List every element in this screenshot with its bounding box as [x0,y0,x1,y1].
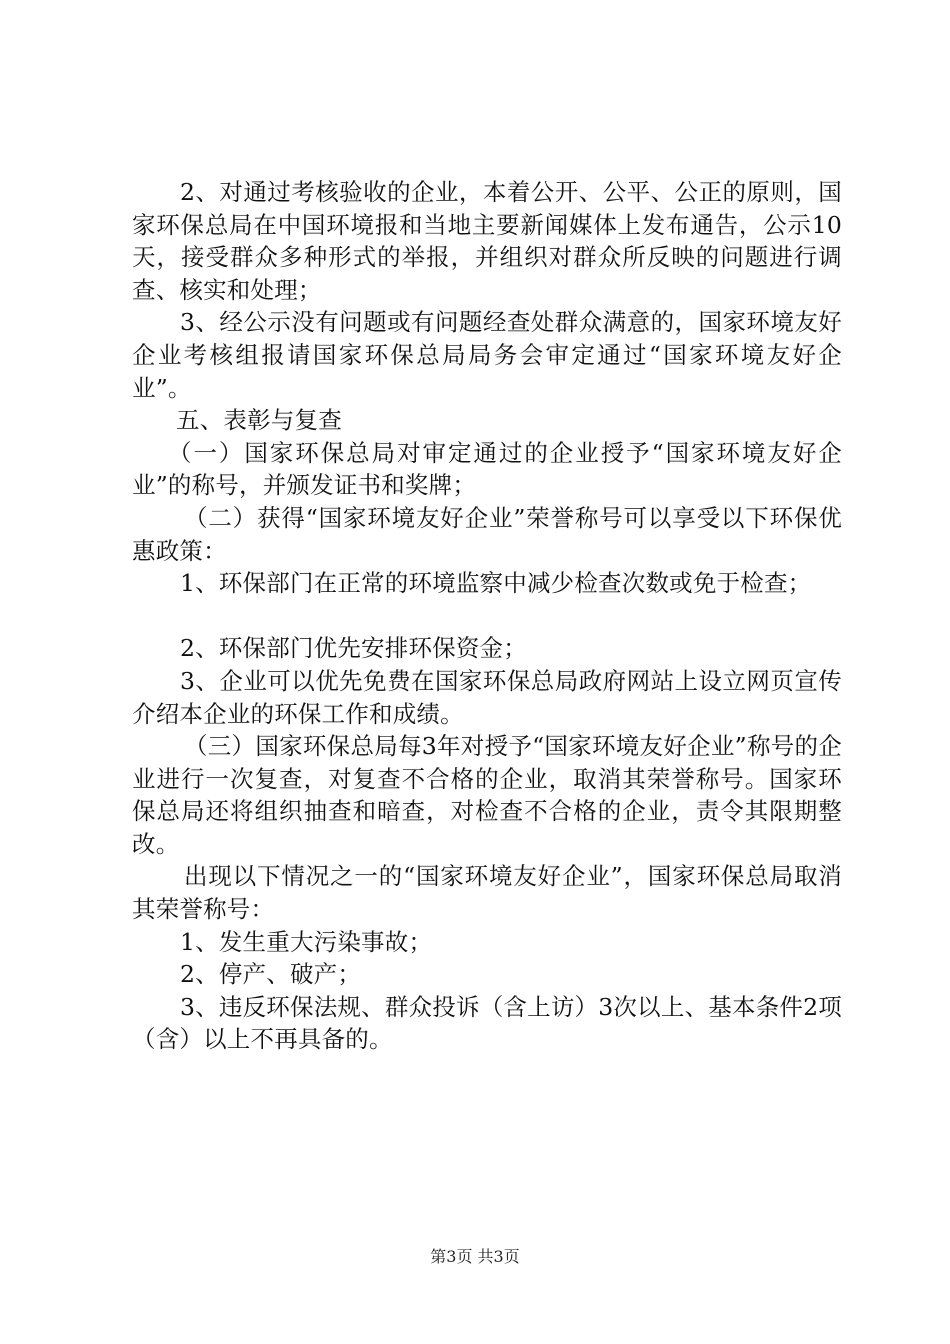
paragraph-revocation-1: 1、发生重大污染事故； [180,927,433,956]
paragraph-revocation-2: 2、停产、破产； [180,960,362,989]
paragraph-clause-one: （一）国家环保总局对审定通过的企业授予“国家环境友好企业”的称号，并颁发证书和奖牌； [132,438,842,500]
paragraph-revocation-3: 3、违反环保法规、群众投诉（含上访）3次以上、基本条件2项（含）以上不再具备的。 [132,992,842,1054]
page-footer [0,1244,950,1267]
paragraph-item-3-approval: 3、经公示没有问题或有问题经查处群众满意的，国家环境友好企业考核组报请国家环保总局局务会审定通过“国家环境友好企业”。 [132,308,842,402]
paragraph-item-2-announcement: 2、对通过考核验收的企业，本着公开、公平、公正的原则，国家环保总局在中国环境报和当地主要新闻媒体上发布通告，公示10天，接受群众多种形式的举报，并组织对群众所反映的问题进行调查、核实和处理； [132,178,842,304]
section-heading-commendation: 五、表彰与复查 [176,406,342,435]
blank-line [132,600,842,633]
paragraph-revocation-intro: 出现以下情况之一的“国家环境友好企业”，国家环保总局取消其荣誉称号： [132,862,842,924]
paragraph-benefit-3: 3、企业可以优先免费在国家环保总局政府网站上设立网页宣传介绍本企业的环保工作和成绩。 [132,666,842,728]
paragraph-clause-three: （三）国家环保总局每3年对授予“国家环境友好企业”称号的企业进行一次复查，对复查不合格的企业，取消其荣誉称号。国家环保总局还将组织抽查和暗查，对检查不合格的企业，责令其限期整改。 [132,732,842,858]
document-body [132,176,842,1056]
paragraph-benefit-2: 2、环保部门优先安排环保资金； [180,634,527,663]
page-number-label: 第3页 共3页 [430,1247,520,1266]
paragraph-clause-two: （二）获得“国家环境友好企业”荣誉称号可以享受以下环保优惠政策： [132,503,842,565]
paragraph-benefit-1: 1、环保部门在正常的环境监察中减少检查次数或免于检查； [180,569,812,598]
